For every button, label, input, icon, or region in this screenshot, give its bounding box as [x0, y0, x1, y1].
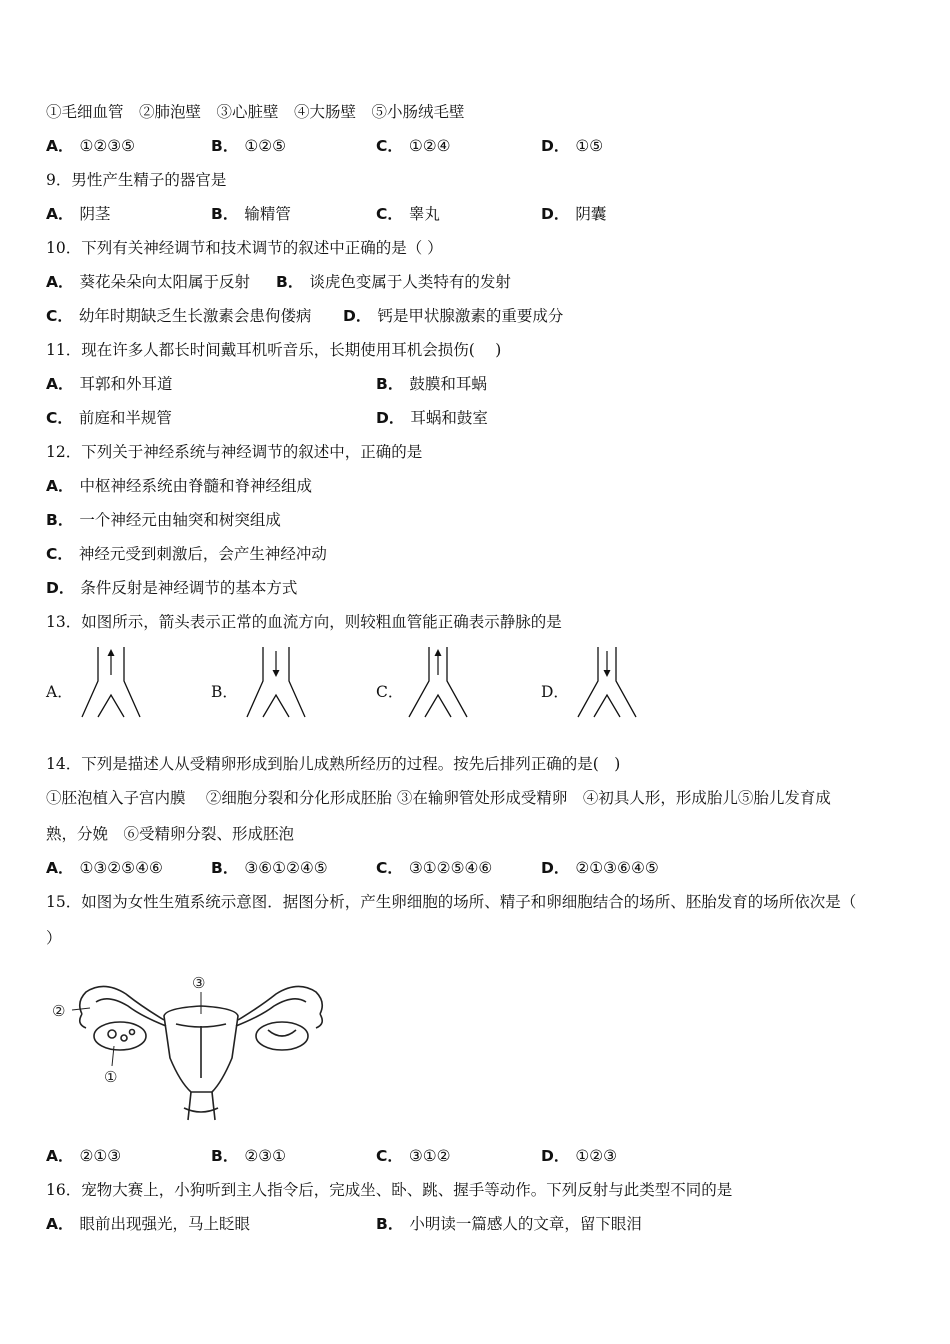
- arrow-down-icon: [273, 651, 280, 677]
- q14-option-d: D． ②①③⑥④⑤: [541, 859, 659, 877]
- q11-option-c: C． 前庭和半规管: [46, 409, 172, 427]
- arrow-up-icon: [435, 649, 442, 675]
- q12-option-c: C． 神经元受到刺激后，会产生神经冲动: [46, 545, 327, 563]
- q13-stem: 13．如图所示，箭头表示正常的血流方向，则较粗血管能正确表示静脉的是: [46, 613, 562, 631]
- q9-option-c: C． 睾丸: [376, 205, 440, 223]
- q12-option-b: B． 一个神经元由轴突和树突组成: [46, 511, 281, 529]
- vessel-figure-d: [574, 645, 640, 721]
- q15-stem-line2: ）: [46, 929, 62, 947]
- figure-label-1: ①: [104, 1068, 118, 1086]
- q10-stem: 10．下列有关神经调节和技术调节的叙述中正确的是（ ）: [46, 239, 443, 257]
- q10-option-a: A． 葵花朵朵向太阳属于反射: [46, 273, 251, 291]
- q14-items-line2: 熟，分娩 ⑥受精卵分裂、形成胚泡: [46, 825, 295, 843]
- q16-option-b: B． 小明读一篇感人的文章，留下眼泪: [376, 1215, 642, 1233]
- q12-option-a: A． 中枢神经系统由脊髓和脊神经组成: [46, 477, 313, 495]
- vessel-figure-b: [243, 645, 309, 721]
- q9-option-a: A． 阴茎: [46, 205, 111, 223]
- q10-option-c: C． 幼年时期缺乏生长激素会患佝偻病: [46, 307, 312, 325]
- q8-option-a: A． ①②③⑤: [46, 137, 136, 155]
- q8-option-b: B． ①②⑤: [211, 137, 287, 155]
- q11-option-a: A． 耳郭和外耳道: [46, 375, 173, 393]
- q15-option-b: B． ②③①: [211, 1147, 287, 1165]
- q13-option-c-label: C．: [376, 683, 404, 701]
- vessel-figure-a: [78, 645, 144, 721]
- q13-option-d-label: D．: [541, 683, 569, 701]
- q15-stem-line1: 15．如图为女性生殖系统示意图．据图分析，产生卵细胞的场所、精子和卵细胞结合的场所、胚胎发育的场所依次是（: [46, 893, 857, 911]
- q15-option-d: D． ①②③: [541, 1147, 618, 1165]
- q9-option-d: D． 阴囊: [541, 205, 607, 223]
- q10-option-b: B． 谈虎色变属于人类特有的发射: [276, 273, 511, 291]
- q14-stem: 14．下列是描述人从受精卵形成到胎儿成熟所经历的过程。按先后排列正确的是( ): [46, 755, 621, 773]
- q9-option-b: B． 输精管: [211, 205, 291, 223]
- q14-option-c: C． ③①②⑤④⑥: [376, 859, 493, 877]
- q10-option-d: D． 钙是甲状腺激素的重要成分: [343, 307, 564, 325]
- q12-stem: 12．下列关于神经系统与神经调节的叙述中，正确的是: [46, 443, 423, 461]
- female-reproductive-system-figure: [46, 970, 326, 1130]
- q14-option-b: B． ③⑥①②④⑤: [211, 859, 328, 877]
- q8-option-c: C． ①②④: [376, 137, 451, 155]
- vessel-figure-c: [405, 645, 471, 721]
- q16-option-a: A． 眼前出现强光，马上眨眼: [46, 1215, 251, 1233]
- q9-stem: 9．男性产生精子的器官是: [46, 171, 227, 189]
- q8-items: ①毛细血管 ②肺泡壁 ③心脏壁 ④大肠壁 ⑤小肠绒毛壁: [46, 103, 465, 121]
- q12-option-d: D． 条件反射是神经调节的基本方式: [46, 579, 298, 597]
- q11-option-d: D． 耳蜗和鼓室: [376, 409, 488, 427]
- q16-stem: 16．宠物大赛上，小狗听到主人指令后，完成坐、卧、跳、握手等动作。下列反射与此类型不同的是: [46, 1181, 733, 1199]
- q11-option-b: B． 鼓膜和耳蜗: [376, 375, 487, 393]
- q15-option-c: C． ③①②: [376, 1147, 451, 1165]
- q13-option-a-label: A．: [46, 683, 73, 701]
- q8-option-d: D． ①⑤: [541, 137, 604, 155]
- q13-option-b-label: B．: [211, 683, 238, 701]
- figure-label-2: ②: [52, 1002, 66, 1020]
- q15-option-a: A． ②①③: [46, 1147, 122, 1165]
- figure-label-3: ③: [192, 974, 206, 992]
- arrow-up-icon: [108, 649, 115, 675]
- arrow-down-icon: [604, 651, 611, 677]
- q11-stem: 11．现在许多人都长时间戴耳机听音乐，长期使用耳机会损伤( ): [46, 341, 502, 359]
- q14-items-line1: ①胚泡植入子宫内膜 ②细胞分裂和分化形成胚胎 ③在输卵管处形成受精卵 ④初具人形，形成胎儿⑤胎儿发育成: [46, 789, 831, 807]
- q14-option-a: A． ①③②⑤④⑥: [46, 859, 163, 877]
